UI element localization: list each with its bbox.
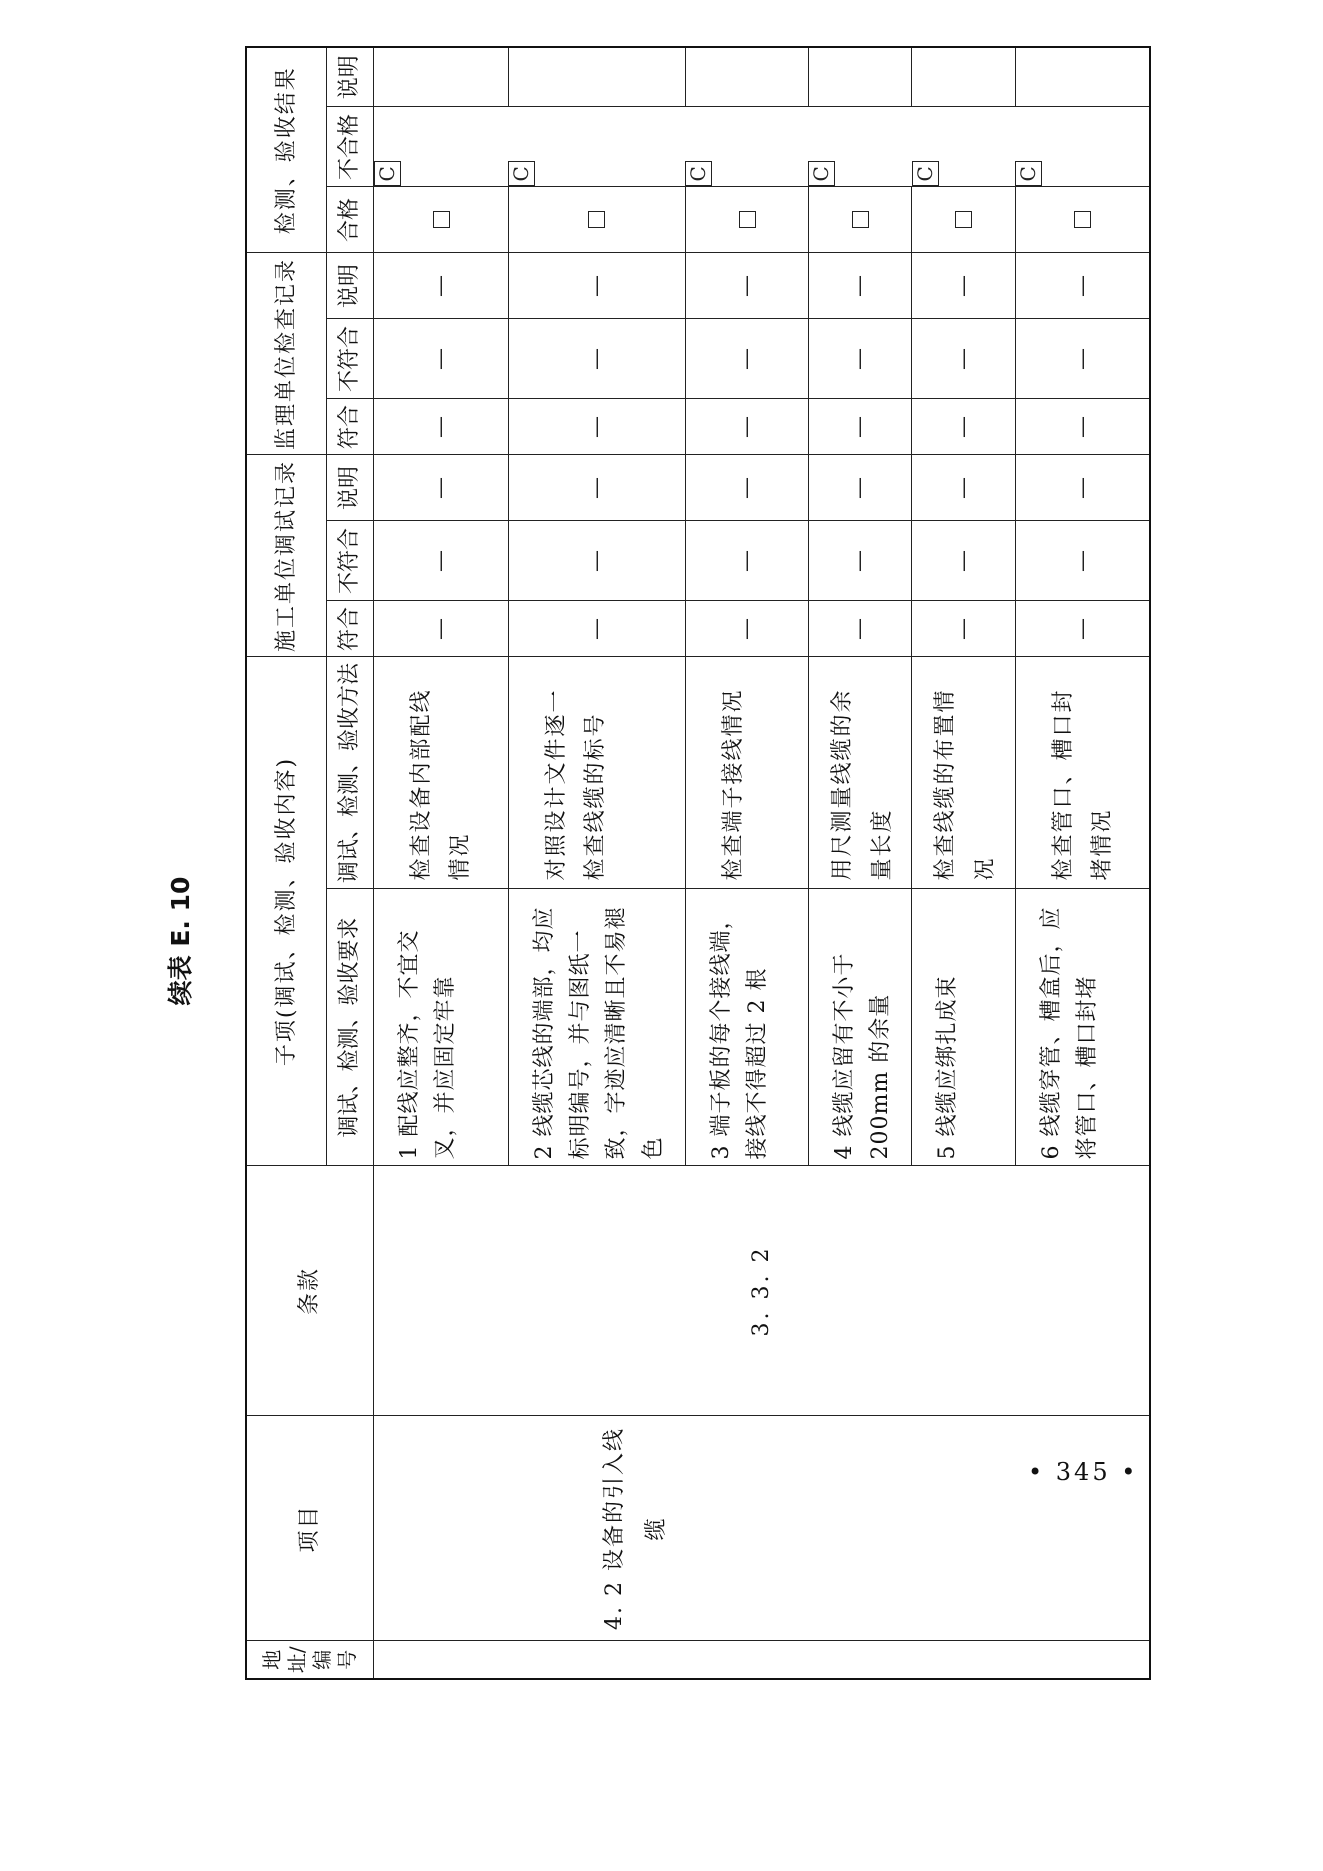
dash-mark: — bbox=[373, 399, 508, 455]
dash-mark: — bbox=[508, 319, 685, 399]
dash-mark: — bbox=[685, 253, 808, 319]
dash-mark: — bbox=[1015, 319, 1150, 399]
dash-mark: — bbox=[808, 319, 911, 399]
requirement-cell: 4 线缆应留有不小于 200mm 的余量 bbox=[808, 889, 911, 1166]
dash-mark: — bbox=[685, 455, 808, 521]
header-supervisor: 监理单位检查记录 bbox=[246, 253, 326, 455]
header-method: 调试、检测、验收方法 bbox=[326, 657, 373, 889]
requirement-cell: 2 线缆芯线的端部，均应标明编号，并与图纸一致，字迹应清晰且不易褪色 bbox=[508, 889, 685, 1166]
dash-mark: — bbox=[808, 521, 911, 601]
pass-checkbox-cell[interactable] bbox=[912, 187, 1015, 253]
method-cell: 检查设备内部配线情况 bbox=[373, 657, 508, 889]
requirement-cell: 1 配线应整齐，不宜交叉，并应固定牢靠 bbox=[373, 889, 508, 1166]
dash-mark: — bbox=[508, 455, 685, 521]
dash-mark: — bbox=[1015, 455, 1150, 521]
dash-mark: — bbox=[1015, 253, 1150, 319]
checkbox-icon[interactable] bbox=[955, 211, 972, 228]
fail-circle-mark[interactable]: C bbox=[1015, 161, 1042, 186]
dash-mark: — bbox=[808, 455, 911, 521]
header-nonconform: 不符合 bbox=[326, 319, 373, 399]
dash-mark: — bbox=[508, 601, 685, 657]
header-pass: 合格 bbox=[326, 187, 373, 253]
header-note: 说明 bbox=[326, 47, 373, 107]
dash-mark: — bbox=[1015, 601, 1150, 657]
note-cell bbox=[808, 47, 911, 107]
dash-mark: — bbox=[912, 253, 1015, 319]
pass-checkbox-cell[interactable] bbox=[508, 187, 685, 253]
header-clause: 条款 bbox=[246, 1166, 373, 1416]
dash-mark: — bbox=[808, 399, 911, 455]
pass-checkbox-cell[interactable] bbox=[685, 187, 808, 253]
inspection-table bbox=[245, 46, 1151, 1680]
header-item: 项目 bbox=[246, 1416, 373, 1641]
header-note: 说明 bbox=[326, 253, 373, 319]
dash-mark: — bbox=[912, 455, 1015, 521]
checkbox-icon[interactable] bbox=[433, 211, 450, 228]
requirement-cell: 5 线缆应绑扎成束 bbox=[912, 889, 1015, 1166]
header-nonconform: 不符合 bbox=[326, 521, 373, 601]
method-cell: 检查端子接线情况 bbox=[685, 657, 808, 889]
dash-mark: — bbox=[685, 521, 808, 601]
method-cell: 对照设计文件逐一检查线缆的标号 bbox=[508, 657, 685, 889]
header-conform: 符合 bbox=[326, 601, 373, 657]
method-cell: 用尺测量线缆的余量长度 bbox=[808, 657, 911, 889]
dash-mark: — bbox=[912, 399, 1015, 455]
checkbox-icon[interactable] bbox=[588, 211, 605, 228]
dash-mark: — bbox=[373, 601, 508, 657]
dash-mark: — bbox=[1015, 399, 1150, 455]
dash-mark: — bbox=[685, 399, 808, 455]
dash-mark: — bbox=[373, 455, 508, 521]
dash-mark: — bbox=[373, 521, 508, 601]
header-subitem: 子项(调试、检测、验收内容) bbox=[246, 657, 326, 1166]
header-requirement: 调试、检测、验收要求 bbox=[326, 889, 373, 1166]
header-result: 检测、验收结果 bbox=[246, 47, 326, 253]
checkbox-icon[interactable] bbox=[1074, 211, 1091, 228]
item-cell: 4. 2 设备的引入线缆 bbox=[373, 1416, 1150, 1641]
header-contractor: 施工单位调试记录 bbox=[246, 455, 326, 657]
requirement-cell: 6 线缆穿管、槽盒后，应将管口、槽口封堵 bbox=[1015, 889, 1150, 1166]
header-address: 地址/编号 bbox=[246, 1641, 373, 1679]
checkbox-icon[interactable] bbox=[739, 211, 756, 228]
fail-circle-mark[interactable]: C bbox=[912, 161, 939, 186]
note-cell bbox=[373, 47, 508, 107]
dash-mark: — bbox=[912, 319, 1015, 399]
pass-checkbox-cell[interactable] bbox=[373, 187, 508, 253]
header-fail: 不合格 bbox=[326, 107, 373, 187]
table-row bbox=[373, 47, 508, 1679]
note-cell bbox=[685, 47, 808, 107]
note-cell bbox=[508, 47, 685, 107]
fail-circle-mark[interactable]: C bbox=[685, 161, 712, 186]
dash-mark: — bbox=[1015, 521, 1150, 601]
method-cell: 检查线缆的布置情况 bbox=[912, 657, 1015, 889]
dash-mark: — bbox=[685, 601, 808, 657]
page-number: • 345 • bbox=[1028, 1458, 1139, 1486]
dash-mark: — bbox=[808, 601, 911, 657]
clause-cell: 3. 3. 2 bbox=[373, 1166, 1150, 1416]
header-note: 说明 bbox=[326, 455, 373, 521]
fail-circle-mark[interactable]: C bbox=[508, 161, 535, 186]
fail-circle-mark[interactable]: C bbox=[808, 161, 835, 186]
dash-mark: — bbox=[373, 253, 508, 319]
requirement-cell: 3 端子板的每个接线端，接线不得超过 2 根 bbox=[685, 889, 808, 1166]
dash-mark: — bbox=[508, 399, 685, 455]
dash-mark: — bbox=[808, 253, 911, 319]
rotated-table-container bbox=[166, 55, 1151, 1680]
note-cell bbox=[912, 47, 1015, 107]
dash-mark: — bbox=[508, 521, 685, 601]
table-caption: 续表 E. 10 bbox=[166, 876, 195, 1006]
fail-circle-mark[interactable]: C bbox=[374, 161, 401, 186]
pass-checkbox-cell[interactable] bbox=[1015, 187, 1150, 253]
dash-mark: — bbox=[508, 253, 685, 319]
dash-mark: — bbox=[685, 319, 808, 399]
dash-mark: — bbox=[373, 319, 508, 399]
note-cell bbox=[1015, 47, 1150, 107]
method-cell: 检查管口、槽口封堵情况 bbox=[1015, 657, 1150, 889]
dash-mark: — bbox=[912, 601, 1015, 657]
pass-checkbox-cell[interactable] bbox=[808, 187, 911, 253]
header-conform: 符合 bbox=[326, 399, 373, 455]
checkbox-icon[interactable] bbox=[852, 211, 869, 228]
dash-mark: — bbox=[912, 521, 1015, 601]
address-cell bbox=[373, 1641, 1150, 1679]
